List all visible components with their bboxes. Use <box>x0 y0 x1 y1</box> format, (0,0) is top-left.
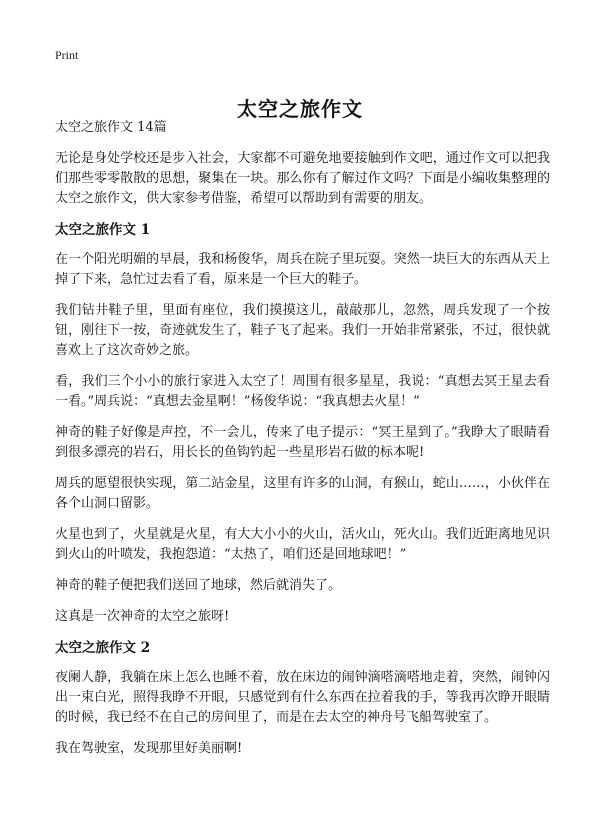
intro-paragraph: 无论是身处学校还是步入社会，大家都不可避免地要接触到作文吧，通过作文可以把我们那些零零散散的思想，聚集在一块。那么你有了解过作文吗？下面是小编收集整理的太空之旅作文，供大家参考借鉴，希望可以帮助到有需要的朋友。 <box>55 151 550 206</box>
print-link[interactable]: Print <box>55 48 79 62</box>
paragraph: 周兵的愿望很快实现，第二站金星，这里有许多的山洞，有猴山，蛇山……，小伙伴在各个山洞口留影。 <box>55 476 550 511</box>
document-body <box>55 118 550 770</box>
section-2-heading: 太空之旅作文 2 <box>55 640 151 656</box>
document-subtitle: 太空之旅作文 14篇 <box>55 120 167 135</box>
paragraph: 我们钻井鞋子里，里面有座位，我们摸摸这儿，敲敲那儿，忽然，周兵发现了一个按钮，刚往下一按，奇迹就发生了，鞋子飞了起来。我们一开始非常紧张，不过，很快就喜欢上了这次奇妙之旅。 <box>55 303 550 358</box>
paragraph: 火星也到了，火星就是火星，有大大小小的火山，活火山，死火山。我们近距离地见识到火山的叶喷发，我抱怨道：“太热了，咱们还是回地球吧！” <box>55 527 550 562</box>
paragraph: 夜阑人静，我躺在床上怎么也睡不着，放在床边的闹钟滴嗒滴嗒地走着，突然，闹钟闪出一束白光，照得我睁不开眼，只感觉到有什么东西在拉着我的手，等我再次睁开眼睛的时候，我已经不在自己的房间里了，而是在去太空的神舟号飞船驾驶室了。 <box>55 670 550 725</box>
paragraph: 这真是一次神奇的太空之旅呀! <box>55 609 230 624</box>
paragraph: 我在驾驶室，发现那里好美丽啊! <box>55 741 243 756</box>
document-title: 太空之旅作文 <box>237 97 363 122</box>
section-1-heading: 太空之旅作文 1 <box>55 222 151 238</box>
paragraph: 神奇的鞋子好像是声控，不一会儿，传来了电子提示：“冥王星到了。”我睁大了眼睛看到很多漂亮的岩石，用长长的鱼钩钓起一些星形岩石做的标本呢! <box>55 425 550 460</box>
paragraph: 神奇的鞋子便把我们送回了地球，然后就消失了。 <box>55 578 342 593</box>
paragraph: 在一个阳光明媚的早晨，我和杨俊华，周兵在院子里玩耍。突然一块巨大的东西从天上掉了下来，急忙过去看了看，原来是一个巨大的鞋子。 <box>55 252 550 287</box>
paragraph: 看，我们三个小小的旅行家进入太空了！周围有很多星星，我说：“真想去冥王星去看一看。”周兵说：“真想去金星啊！”杨俊华说：“我真想去火星！” <box>55 374 550 409</box>
